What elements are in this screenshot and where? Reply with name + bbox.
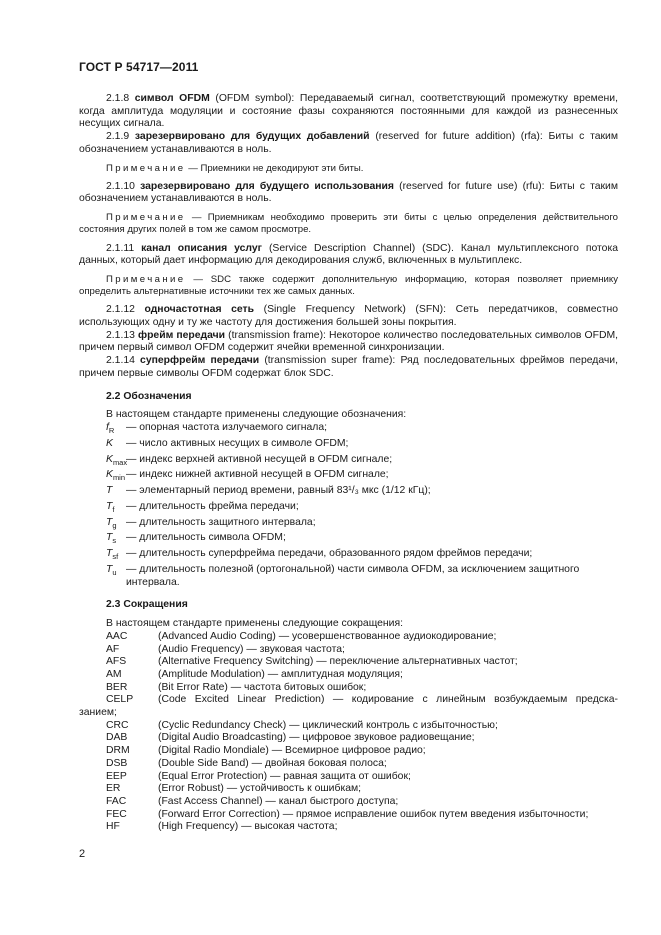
document-body	[79, 93, 618, 834]
section-title-2-2: 2.2 Обозначения	[106, 390, 192, 402]
symbol-item: K — число активных несущих в символе OFDM;	[106, 438, 618, 454]
definition-2-1-12: 2.1.12 одночастотная сеть (Single Frequency Network) (SFN): Сеть передатчиков, совместно использующих одну и ту же частоту для достижения большей зоны покрытия.	[79, 304, 618, 329]
definition-2-1-9: 2.1.9 зарезервировано для будущих добавлений (reserved for future addition) (rfa): Биты с таким обозначением устанавливаются в ноль.	[79, 131, 618, 155]
symbol-item: $K_{max}$ — индекс верхней активной несущей в OFDM сигнале;	[106, 454, 618, 470]
abbreviation-item: DAB (Digital Audio Broadcasting) — цифровое звуковое радиовещание;	[106, 732, 475, 744]
definition-2-1-8: 2.1.8 символ OFDM (OFDM symbol): Передаваемый сигнал, соответствующий промежутку времени, когда амплитуда модуляции и состояние фазы сохраняются постоянными для каждой из разнесенных несущих сигнала.	[79, 93, 618, 130]
section-title-2-3: 2.3 Сокращения	[106, 599, 188, 611]
abbreviation-item: HF (High Frequency) — высокая частота;	[106, 821, 338, 833]
symbol-item: $T_s$ — длительность символа OFDM;	[106, 532, 618, 548]
note-2: Примечание — Приемникам необходимо проверить эти биты с целью определения действительного состояния других полей в том же самом просмотре.	[79, 212, 618, 236]
abbreviation-item: DRM (Digital Radio Mondiale) — Всемирное цифровое радио;	[106, 745, 426, 757]
abbreviation-item: FEC (Forward Error Correction) — прямое исправление ошибок путем введения избыточности;	[106, 808, 589, 820]
note-3: Примечание — SDC также содержит дополнительную информацию, которая позволяет приемнику определить альтернативные источники тех же самых данных.	[79, 273, 618, 298]
definition-2-1-14: 2.1.14 суперфрейм передачи (transmission super frame): Ряд последовательных фреймов передачи, причем первые символы OFDM содержат блок SDC.	[79, 355, 618, 379]
symbol-item: $K_{min}$ — индекс нижней активной несущей в OFDM сигнале;	[106, 469, 618, 485]
abbreviation-item: FAC (Fast Access Channel) — канал быстрого доступа;	[106, 795, 399, 807]
symbol: $T_g$	[106, 516, 117, 530]
abbreviation-item: BER (Bit Error Rate) — частота битовых ошибок;	[106, 681, 367, 693]
section-intro-2-3: В настоящем стандарте применены следующие сокращения:	[106, 618, 403, 630]
definition-2-1-13: 2.1.13 фрейм передачи (transmission frame): Некоторое количество последовательных символов OFDM, причем первый символ OFDM содержит ячейки временной синхронизации.	[79, 329, 618, 354]
abbreviation-item: AFS (Alternative Frequency Switching) — переключение альтернативных частот;	[106, 656, 518, 668]
symbol: $T_f$	[106, 500, 115, 514]
section-intro-2-2: В настоящем стандарте применены следующие обозначения:	[106, 409, 407, 421]
note-1: Примечание — Приемники не декодируют эти биты.	[106, 162, 364, 174]
abbreviation-list	[79, 631, 618, 834]
term: канал описания услуг	[141, 242, 262, 254]
symbol-item: $T_{sf}$ — длительность суперфрейма передачи, образованного рядом фреймов передачи;	[106, 548, 618, 564]
symbol-item: $T_f$ — длительность фрейма передачи;	[106, 501, 618, 517]
symbol: $f_R$	[106, 421, 115, 436]
symbol-item: $f_R$ — опорная частота излучаемого сигнала;	[106, 422, 618, 438]
symbol-list	[106, 422, 618, 589]
abbreviation-continuation: занием;	[79, 707, 117, 719]
document-header: ГОСТ Р 54717—2011	[79, 60, 199, 74]
symbol: T	[106, 485, 113, 497]
symbol: $T_{sf}$	[106, 548, 119, 562]
symbol: $K_{min}$	[106, 469, 126, 483]
symbol: $T_s$	[106, 532, 117, 546]
term: одночастотная сеть	[144, 304, 255, 316]
symbol: K	[106, 437, 113, 449]
abbreviation-item: DSB (Double Side Band) — двойная боковая полоса;	[106, 757, 387, 769]
abbreviation-item: CELP (Code Excited Linear Prediction) — кодирование с линейным возбуждаемым предска-	[106, 694, 618, 706]
page-number: 2	[79, 848, 86, 860]
symbol-item: $T_g$ — длительность защитного интервала;	[106, 517, 618, 533]
symbol-item: T — элементарный период времени, равный 83¹/₃ мкс (1/12 кГц);	[106, 485, 618, 501]
definition-2-1-11: 2.1.11 канал описания услуг (Service Description Channel) (SDC). Канал мультиплексного потока данных, который дает информацию для декодирования служб, включенных в мультиплекс.	[79, 242, 618, 267]
term: суперфрейм передачи	[140, 355, 260, 367]
term: зарезервировано для будущих добавлений	[134, 131, 370, 143]
abbreviation-item: AM (Amplitude Modulation) — амплитудная модуляция;	[106, 668, 403, 680]
abbreviation-item: ER (Error Robust) — устойчивость к ошибкам;	[106, 783, 362, 795]
abbreviation-item: CRC (Cyclic Redundancy Check) — циклический контроль с избыточностью;	[106, 719, 498, 731]
symbol-item: $T_u$ — длительность полезной (ортогональной) части символа OFDM, за исключением защитного интервала.	[106, 564, 580, 588]
abbreviation-item: AF (Audio Frequency) — звуковая частота;	[106, 643, 345, 655]
abbreviation-item: AAC (Advanced Audio Coding) — усовершенствованное аудиокодирование;	[106, 630, 497, 642]
abbreviation-item: EEP (Equal Error Protection) — равная защита от ошибок;	[106, 770, 411, 782]
term: символ OFDM	[134, 93, 210, 104]
term: фрейм передачи	[137, 329, 226, 341]
definition-2-1-10: 2.1.10 зарезервировано для будущего использования (reserved for future use) (rfu): Биты с таким обозначением устанавливаются в ноль.	[79, 180, 618, 205]
term: зарезервировано для будущего использования	[140, 180, 394, 192]
symbol: $K_{max}$	[106, 453, 128, 467]
symbol: $T_u$	[106, 564, 117, 578]
